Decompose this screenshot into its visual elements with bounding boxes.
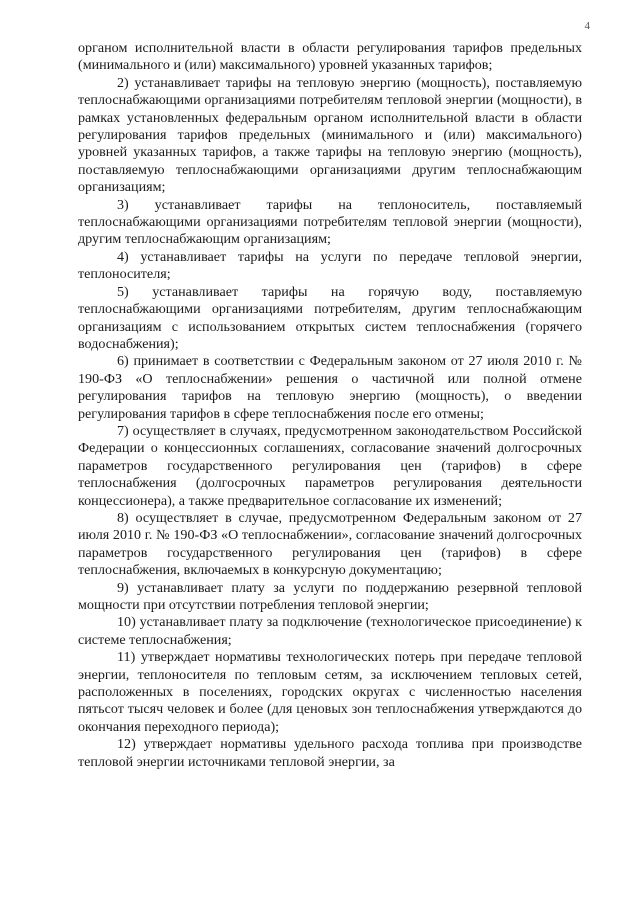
paragraph-item-9: 9) устанавливает плату за услуги по поддержанию резервной тепловой мощности при отсутствии потребления тепловой энергии; [78, 579, 582, 613]
paragraph-item-8: 8) осуществляет в случае, предусмотренном Федеральным законом от 27 июля 2010 г. № 190-ФЗ «О теплоснабжении», согласование значений долгосрочных параметров государственного регулирования цен (тарифов) в сфере теплоснабжения, включаемых в конкурсную документацию; [78, 509, 582, 579]
paragraph-item-2: 2) устанавливает тарифы на тепловую энергию (мощность), поставляемую теплоснабжающими организациями потребителям тепловой энергии (мощности), в рамках установленных федеральным органом исполнительной власти в области регулирования тарифов предельных (минимального и (или) максимального) уровней указанных тарифов, а также тарифы на тепловую энергию (мощность), поставляемую теплоснабжающими организациями другим теплоснабжающим организациям; [78, 74, 582, 196]
paragraph-item-5: 5) устанавливает тарифы на горячую воду, поставляемую теплоснабжающими организациями потребителям, другим теплоснабжающим организациям с использованием открытых систем теплоснабжения (горячего водоснабжения); [78, 283, 582, 352]
document-body [78, 40, 582, 771]
paragraph-item-4: 4) устанавливает тарифы на услуги по передаче тепловой энергии, теплоносителя; [78, 248, 582, 283]
paragraph-item-7: 7) осуществляет в случаях, предусмотренном законодательством Российской Федерации о концессионных соглашениях, согласование значений долгосрочных параметров государственного регулирования цен (тарифов) в сфере теплоснабжения (долгосрочных параметров регулирования деятельности концессионера), а также предварительное согласование их изменений; [78, 422, 582, 509]
paragraph-continued: органом исполнительной власти в области регулирования тарифов предельных (минимального и (или) максимального) уровней указанных тарифов; [78, 40, 582, 74]
paragraph-item-12: 12) утверждает нормативы удельного расхода топлива при производстве тепловой энергии источниками тепловой энергии, за [78, 736, 582, 770]
page-number: 4 [584, 20, 590, 32]
paragraph-item-10: 10) устанавливает плату за подключение (технологическое присоединение) к системе теплоснабжения; [78, 614, 582, 648]
paragraph-item-3: 3) устанавливает тарифы на теплоноситель, поставляемый теплоснабжающими организациями потребителям тепловой энергии (мощности), другим теплоснабжающим организациям; [78, 196, 582, 248]
paragraph-item-6: 6) принимает в соответствии с Федеральным законом от 27 июля 2010 г. № 190-ФЗ «О теплоснабжении» решения о частичной или полной отмене регулирования тарифов на тепловую энергию (мощность), о введении регулирования тарифов в сфере теплоснабжения после его отмены; [78, 353, 582, 422]
paragraph-item-11: 11) утверждает нормативы технологических потерь при передаче тепловой энергии, теплоносителя по тепловым сетям, за исключением тепловых сетей, расположенных в поселениях, городских округах с численностью населения пятьсот тысяч человек и более (для ценовых зон теплоснабжения утверждаются до окончания переходного периода); [78, 649, 582, 735]
